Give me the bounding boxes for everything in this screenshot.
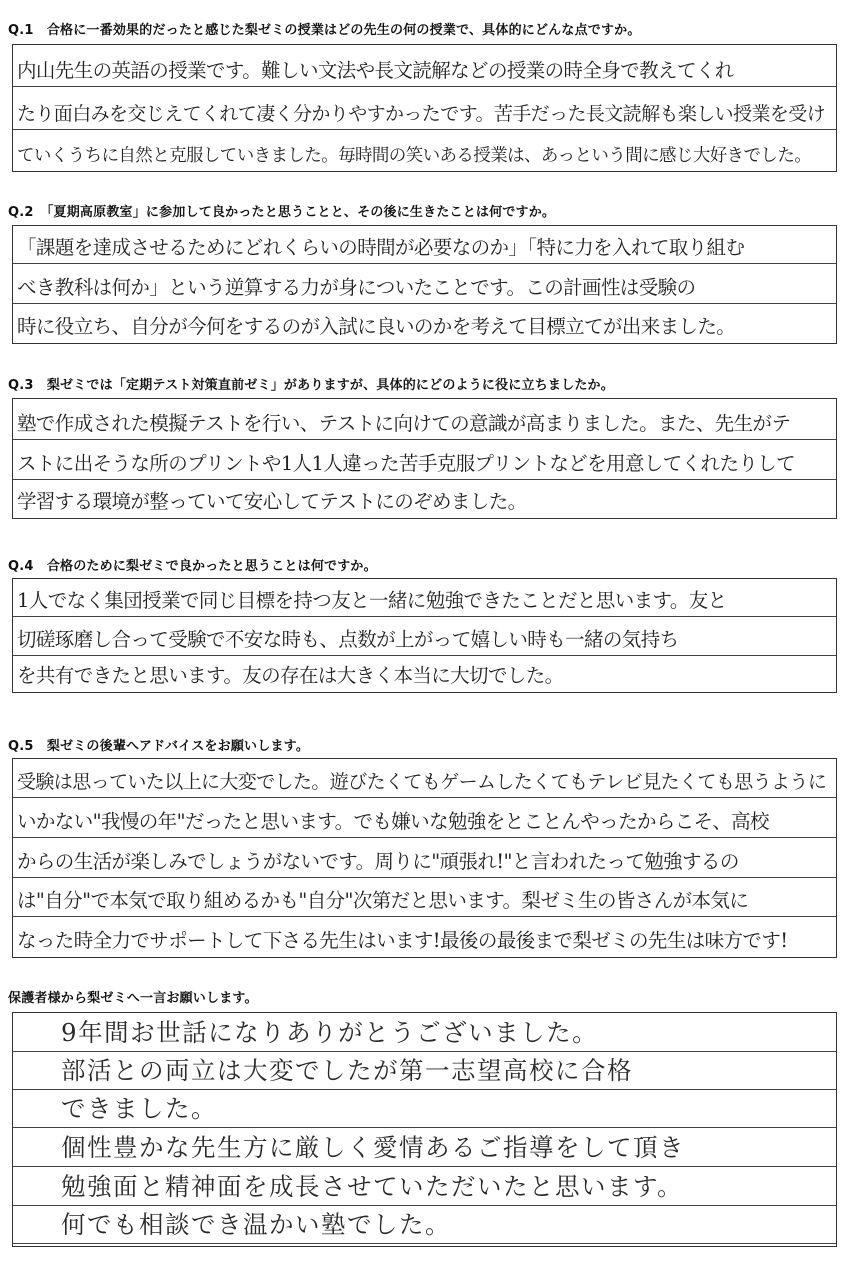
parent-message-line bbox=[13, 1167, 836, 1206]
answer-5-text: は"自分"で本気で取り組めるかも"自分"次第だと思います。梨ゼミ生の皆さんが本気に bbox=[17, 889, 749, 912]
answer-1-text: 内山先生の英語の授業です。難しい文法や長文読解などの授業の時全身で教えてくれ bbox=[17, 59, 734, 82]
parent-message-text: 何でも相談でき温かい塾でした。 bbox=[61, 1210, 451, 1239]
question-4-label: Q.4 合格のために梨ゼミで良かったと思うことは何ですか。 bbox=[8, 559, 377, 574]
parent-message-text: 部活との両立は大変でしたが第一志望高校に合格 bbox=[61, 1056, 633, 1085]
answer-5-text: 受験は思っていた以上に大変でした。遊びたくてもゲームしたくてもテレビ見たくても思うように bbox=[17, 771, 827, 793]
answer-2-text: 時に役立ち、自分が今何をするのが入試に良いのかを考えて目標立てが出来ました。 bbox=[17, 315, 736, 338]
answer-3-text: 学習する環境が整っていて安心してテストにのぞめました。 bbox=[17, 490, 527, 513]
parent-message-line bbox=[13, 1206, 836, 1244]
answer-1-box bbox=[12, 44, 837, 172]
answer-5-line bbox=[13, 759, 836, 798]
question-3-label: Q.3 梨ゼミでは「定期テスト対策直前ゼミ」がありますが、具体的にどのように役に立ちましたか。 bbox=[8, 378, 614, 393]
answer-5-box bbox=[12, 758, 837, 958]
answer-5-line bbox=[13, 878, 836, 917]
answer-4-line bbox=[13, 656, 836, 691]
parent-message-box bbox=[12, 1012, 837, 1247]
answer-3-text: 塾で作成された模擬テストを行い、テストに向けての意識が高まりました。また、先生がテ bbox=[17, 412, 791, 435]
answer-3-line bbox=[13, 399, 836, 440]
answer-4-line bbox=[13, 617, 836, 656]
question-1-label: Q.1 合格に一番効果的だったと感じた梨ゼミの授業はどの先生の何の授業で、具体的にどんな点ですか。 bbox=[8, 23, 641, 38]
answer-3-line bbox=[13, 440, 836, 480]
answer-2-text: 「課題を達成させるためにどれくらいの時間が必要なのか」「特に力を入れて取り組む bbox=[17, 236, 745, 259]
answer-4-box bbox=[12, 578, 837, 693]
answer-2-line bbox=[13, 226, 836, 264]
answer-2-box bbox=[12, 225, 837, 344]
answer-3-line bbox=[13, 480, 836, 517]
answer-5-text: いかない"我慢の年"だったと思います。でも嫌いな勉強をとことんやったからこそ、高校 bbox=[17, 810, 769, 833]
parent-message-text: 勉強面と精神面を成長させていただいたと思います。 bbox=[61, 1172, 684, 1201]
question-5-label: Q.5 梨ゼミの後輩へアドバイスをお願いします。 bbox=[8, 739, 310, 754]
parent-message-label: 保護者様から梨ゼミへ一言お願いします。 bbox=[8, 991, 258, 1006]
parent-message-line bbox=[13, 1090, 836, 1128]
parent-message-text: 9年間お世話になりありがとうございました。 bbox=[61, 1018, 599, 1047]
answer-2-text: べき教科は何か」という逆算する力が身についたことです。この計画性は受験の bbox=[17, 276, 696, 299]
parent-message-text: できました。 bbox=[61, 1094, 217, 1123]
answer-1-line bbox=[13, 87, 836, 130]
answer-3-box bbox=[12, 398, 837, 519]
question-2-label: Q.2 「夏期高原教室」に参加して良かったと思うことと、その後に生きたことは何ですか。 bbox=[8, 205, 556, 220]
answer-5-text: からの生活が楽しみでしょうがないです。周りに"頑張れ!"と言われたって勉強するの bbox=[17, 850, 739, 873]
answer-4-text: 1人でなく集団授業で同じ目標を持つ友と一緒に勉強できたことだと思います。友と bbox=[17, 589, 727, 612]
parent-message-line bbox=[13, 1052, 836, 1090]
answer-3-text: ストに出そうな所のプリントや1人1人違った苦手克服プリントなどを用意してくれたりして bbox=[17, 452, 796, 475]
answer-5-text: なった時全力でサポートして下さる先生はいます!最後の最後まで梨ゼミの先生は味方です! bbox=[17, 929, 788, 952]
answer-4-line bbox=[13, 579, 836, 617]
parent-message-text: 個性豊かな先生方に厳しく愛情あるご指導をして頂き bbox=[61, 1133, 685, 1162]
answer-1-line bbox=[13, 130, 836, 170]
answer-5-line bbox=[13, 798, 836, 838]
answer-5-line bbox=[13, 838, 836, 878]
answer-4-text: を共有できたと思います。友の存在は大きく本当に大切でした。 bbox=[17, 664, 564, 687]
answer-4-text: 切磋琢磨し合って受験で不安な時も、点数が上がって嬉しい時も一緒の気持ち bbox=[17, 628, 679, 651]
answer-5-line bbox=[13, 917, 836, 956]
parent-message-line bbox=[13, 1013, 836, 1052]
answer-1-line bbox=[13, 45, 836, 87]
parent-message-line bbox=[13, 1128, 836, 1167]
answer-2-line bbox=[13, 304, 836, 342]
answer-1-text: ていくうちに自然と克服していきました。毎時間の笑いある授業は、あっという間に感じ大好きでした。 bbox=[17, 146, 812, 166]
answer-1-text: たり面白みを交じえてくれて凄く分かりやすかったです。苦手だった長文読解も楽しい授業を受け bbox=[17, 103, 826, 125]
answer-2-line bbox=[13, 264, 836, 304]
